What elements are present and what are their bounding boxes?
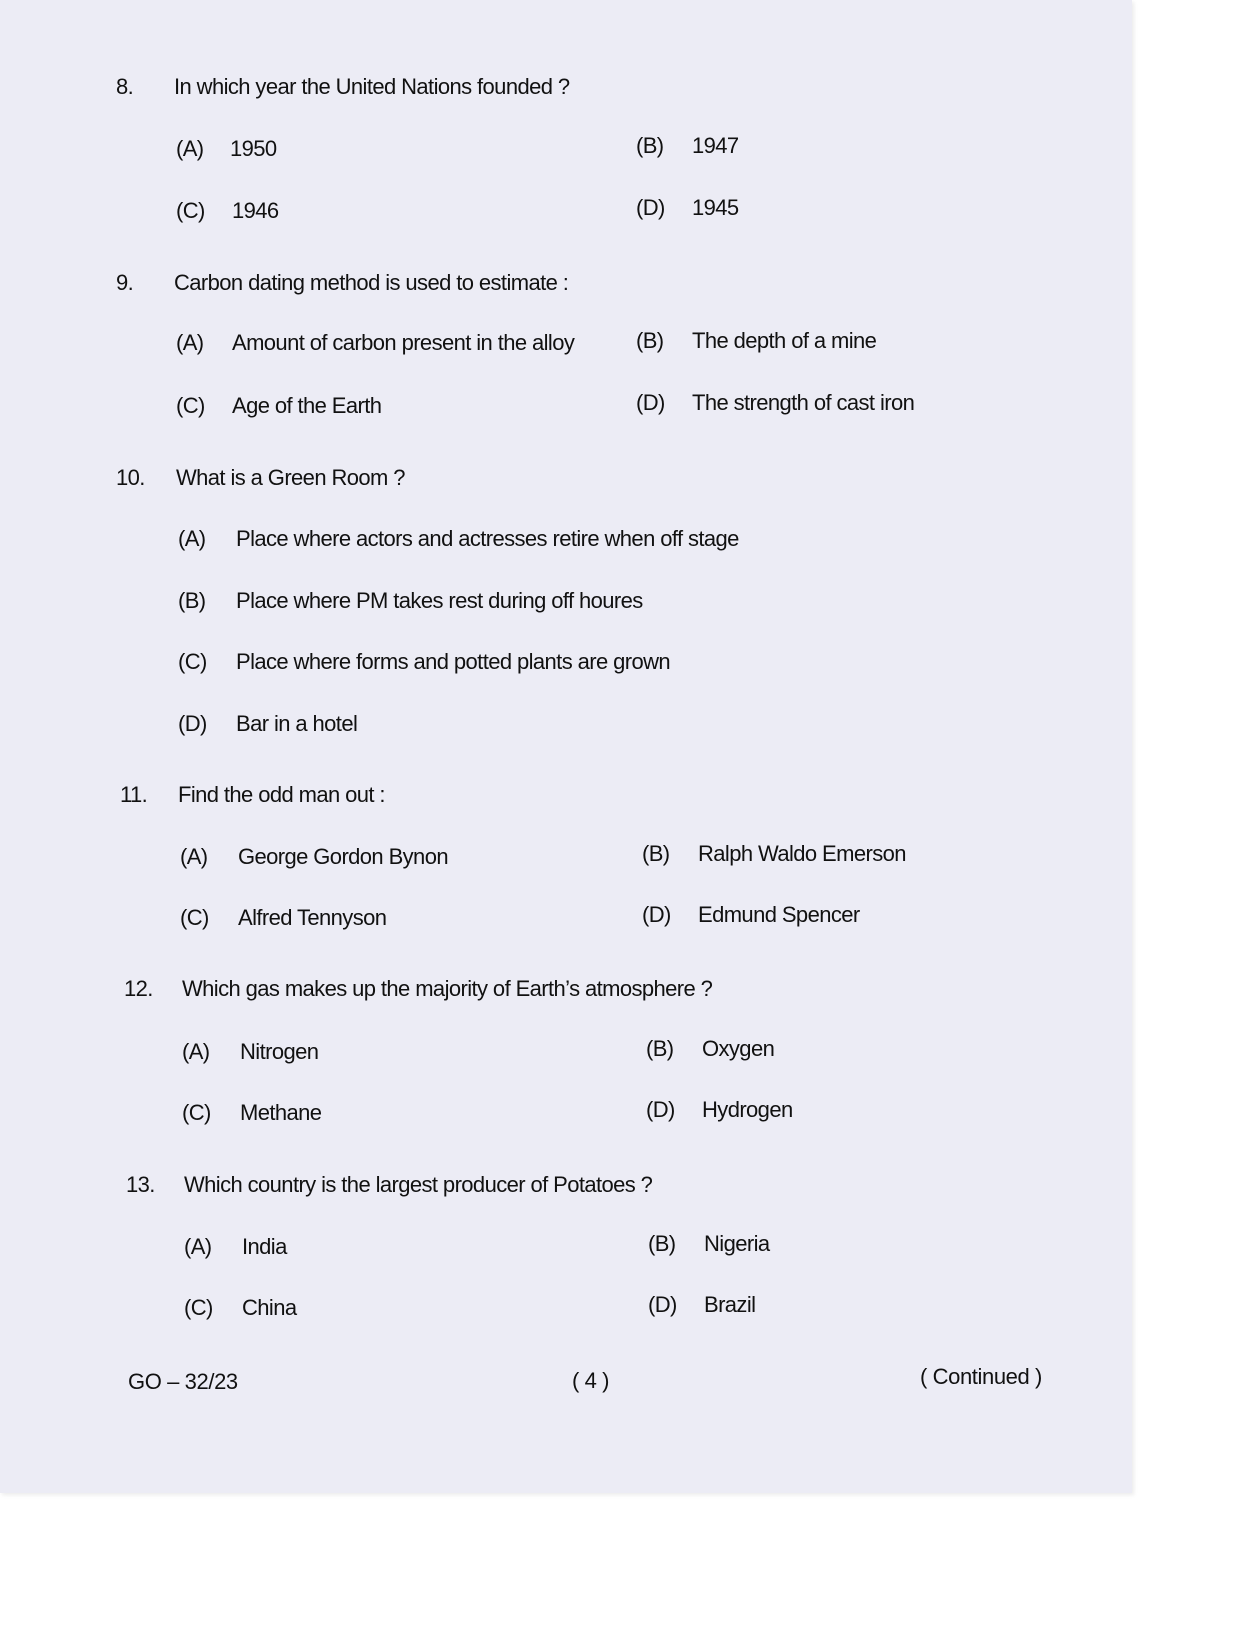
option-label: (D) xyxy=(642,902,671,927)
question-text: Which country is the largest producer of Potatoes ? xyxy=(184,1172,653,1197)
question-13 xyxy=(126,1172,746,1200)
option-text: Nigeria xyxy=(704,1231,770,1256)
question-12 xyxy=(124,976,804,1004)
question-number: 9. xyxy=(116,270,134,295)
question-8 xyxy=(116,74,676,102)
option-label: (A) xyxy=(176,330,204,355)
option-text: The strength of cast iron xyxy=(692,390,915,415)
option-text: The depth of a mine xyxy=(692,328,877,353)
question-11 xyxy=(120,782,680,810)
option-text: Place where PM takes rest during off houres xyxy=(236,588,643,613)
question-10 xyxy=(116,465,676,493)
option-label: (D) xyxy=(648,1292,677,1317)
question-9 xyxy=(116,270,676,298)
question-number: 10. xyxy=(116,465,145,490)
option-text: India xyxy=(242,1234,287,1259)
option-label: (B) xyxy=(646,1036,674,1061)
option-text: Ralph Waldo Emerson xyxy=(698,841,906,866)
page-number: ( 4 ) xyxy=(572,1368,610,1393)
option-text: Brazil xyxy=(704,1292,756,1317)
option-label: (C) xyxy=(176,393,205,418)
option-label: (C) xyxy=(182,1100,211,1125)
option-label: (A) xyxy=(180,844,208,869)
option-label: (D) xyxy=(636,390,665,415)
question-number: 13. xyxy=(126,1172,155,1197)
question-number: 11. xyxy=(120,782,148,807)
question-text: Carbon dating method is used to estimate : xyxy=(174,270,569,295)
question-text: In which year the United Nations founded ? xyxy=(174,74,570,99)
option-label: (C) xyxy=(184,1295,213,1320)
question-text: Which gas makes up the majority of Earth’s atmosphere ? xyxy=(182,976,713,1001)
option-label: (B) xyxy=(642,841,670,866)
option-text: Edmund Spencer xyxy=(698,902,860,927)
option-text: Nitrogen xyxy=(240,1039,319,1064)
question-text: Find the odd man out : xyxy=(178,782,385,807)
option-text: Hydrogen xyxy=(702,1097,793,1122)
option-text: 1947 xyxy=(692,133,739,158)
option-text: Place where actors and actresses retire when off stage xyxy=(236,526,739,551)
option-text: Alfred Tennyson xyxy=(238,905,387,930)
option-text: Bar in a hotel xyxy=(236,711,358,736)
option-label: (B) xyxy=(636,328,664,353)
option-label: (B) xyxy=(648,1231,676,1256)
option-text: Methane xyxy=(240,1100,322,1125)
question-number: 8. xyxy=(116,74,134,99)
continued-label: ( Continued ) xyxy=(920,1364,1042,1389)
option-text: China xyxy=(242,1295,297,1320)
option-label: (D) xyxy=(636,195,665,220)
option-label: (C) xyxy=(176,198,205,223)
option-text: 1945 xyxy=(692,195,739,220)
option-label: (A) xyxy=(184,1234,212,1259)
option-text: 1946 xyxy=(232,198,279,223)
option-label: (C) xyxy=(178,649,207,674)
option-text: Place where forms and potted plants are grown xyxy=(236,649,671,674)
option-text: Amount of carbon present in the alloy xyxy=(232,330,575,355)
option-label: (B) xyxy=(636,133,664,158)
question-number: 12. xyxy=(124,976,153,1001)
question-text: What is a Green Room ? xyxy=(176,465,405,490)
option-label: (D) xyxy=(646,1097,675,1122)
option-text: George Gordon Bynon xyxy=(238,844,448,869)
option-label: (D) xyxy=(178,711,207,736)
option-text: Oxygen xyxy=(702,1036,775,1061)
option-label: (C) xyxy=(180,905,209,930)
option-text: Age of the Earth xyxy=(232,393,382,418)
option-label: (A) xyxy=(182,1039,210,1064)
option-label: (A) xyxy=(178,526,206,551)
option-text: 1950 xyxy=(230,136,277,161)
option-label: (A) xyxy=(176,136,204,161)
option-label: (B) xyxy=(178,588,206,613)
paper-code: GO – 32/23 xyxy=(128,1369,238,1394)
